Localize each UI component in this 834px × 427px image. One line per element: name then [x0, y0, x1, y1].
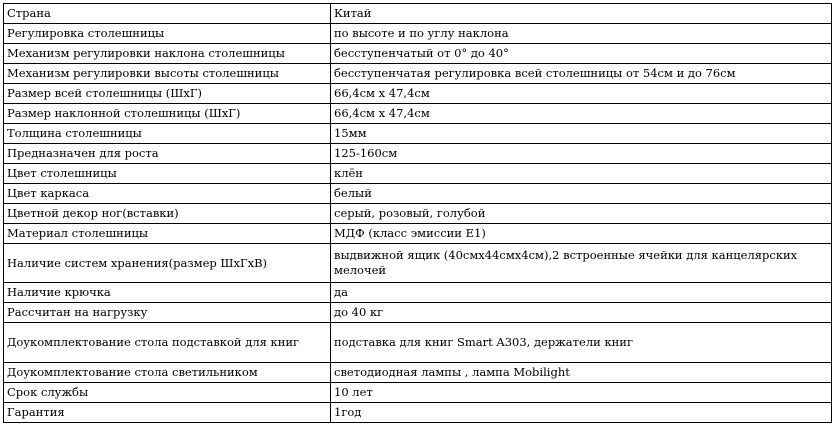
spec-label: Размер всей столешницы (ШхГ) [4, 84, 331, 104]
spec-label: Рассчитан на нагрузку [4, 303, 331, 323]
table-row [4, 244, 832, 283]
spec-label: Механизм регулировки высоты столешницы [4, 64, 331, 84]
table-row [4, 24, 832, 44]
spec-value: 66,4см х 47,4см [331, 104, 832, 124]
spec-label: Гарантия [4, 403, 331, 423]
spec-value: 66,4см х 47,4см [331, 84, 832, 104]
spec-label: Регулировка столешницы [4, 24, 331, 44]
table-row [4, 204, 832, 224]
table-row [4, 363, 832, 383]
table-row [4, 303, 832, 323]
spec-label: Механизм регулировки наклона столешницы [4, 44, 331, 64]
table-row [4, 403, 832, 423]
spec-label: Толщина столешницы [4, 124, 331, 144]
table-row [4, 283, 832, 303]
table-row [4, 84, 832, 104]
spec-label: Цвет каркаса [4, 184, 331, 204]
spec-label: Размер наклонной столешницы (ШхГ) [4, 104, 331, 124]
table-row [4, 104, 832, 124]
spec-label: Материал столешницы [4, 224, 331, 244]
spec-value: выдвижной ящик (40смх44смх4см),2 встроенные ячейки для канцелярских мелочей [331, 244, 832, 283]
spec-label: Доукомплектование стола светильником [4, 363, 331, 383]
spec-value: по высоте и по углу наклона [331, 24, 832, 44]
spec-value: белый [331, 184, 832, 204]
spec-label: Наличие систем хранения(размер ШхГхВ) [4, 244, 331, 283]
spec-label: Доукомплектование стола подставкой для книг [4, 323, 331, 363]
table-row [4, 124, 832, 144]
spec-value: да [331, 283, 832, 303]
table-row [4, 383, 832, 403]
table-row [4, 144, 832, 164]
spec-value: бесступенчатая регулировка всей столешницы от 54см и до 76см [331, 64, 832, 84]
spec-value: МДФ (класс эмиссии Е1) [331, 224, 832, 244]
table-row [4, 184, 832, 204]
spec-value: серый, розовый, голубой [331, 204, 832, 224]
spec-label: Страна [4, 4, 331, 24]
specifications-table [3, 3, 832, 423]
spec-value: Китай [331, 4, 832, 24]
table-row [4, 224, 832, 244]
table-row [4, 4, 832, 24]
spec-value: 15мм [331, 124, 832, 144]
table-row [4, 164, 832, 184]
spec-value: подставка для книг Smart A303, держатели книг [331, 323, 832, 363]
spec-label: Цвет столешницы [4, 164, 331, 184]
spec-label: Цветной декор ног(вставки) [4, 204, 331, 224]
spec-value: до 40 кг [331, 303, 832, 323]
spec-value: 125-160см [331, 144, 832, 164]
spec-value: бесступенчатый от 0° до 40° [331, 44, 832, 64]
spec-label: Срок службы [4, 383, 331, 403]
table-row [4, 323, 832, 363]
spec-value: 10 лет [331, 383, 832, 403]
spec-label: Наличие крючка [4, 283, 331, 303]
spec-label: Предназначен для роста [4, 144, 331, 164]
spec-value: клён [331, 164, 832, 184]
spec-value: 1год [331, 403, 832, 423]
spec-value: светодиодная лампы , лампа Mobilight [331, 363, 832, 383]
table-row [4, 64, 832, 84]
table-row [4, 44, 832, 64]
